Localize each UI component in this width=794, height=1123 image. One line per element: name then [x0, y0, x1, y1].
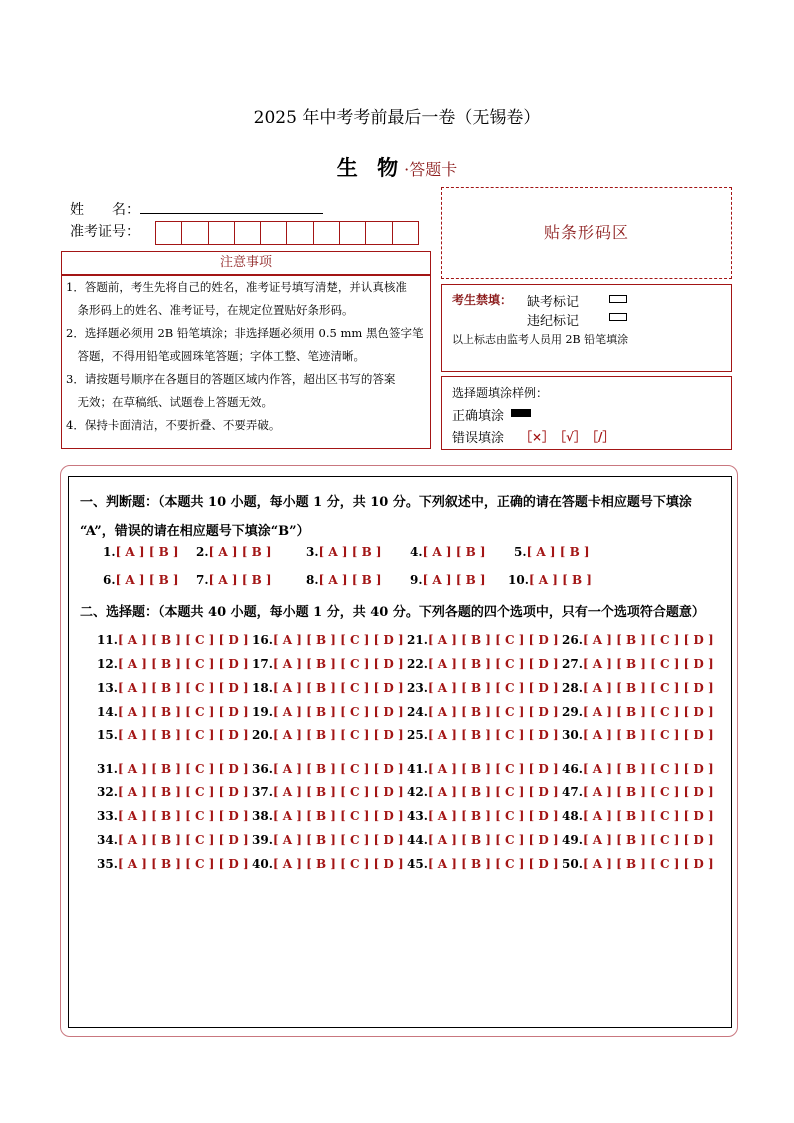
question-number: 30. — [562, 728, 583, 742]
question-item[interactable] — [97, 762, 249, 776]
question-number: 22. — [407, 657, 428, 671]
answer-options[interactable]: [ A ] [ B ] [ C ] [ D ] — [427, 705, 559, 719]
answer-options[interactable]: [ A ] [ B ] [ C ] [ D ] — [427, 728, 559, 742]
answer-options[interactable]: [ A ] [ B ] [ C ] [ D ] — [117, 785, 249, 799]
answer-options[interactable]: [ A ] [ B ] [ C ] [ D ] — [117, 833, 249, 847]
id-digit-box[interactable] — [287, 222, 313, 244]
name-field[interactable] — [140, 213, 323, 214]
answer-options[interactable]: [ A ] [ B ] [ C ] [ D ] — [117, 705, 249, 719]
answer-options[interactable]: [ A ] [ B ] [ C ] [ D ] — [582, 633, 714, 647]
notice-line: 答题，不得用铅笔或圆珠笔答题；字体工整、笔迹清晰。 — [66, 349, 365, 363]
answer-options[interactable]: [ A ] [ B ] [ C ] [ D ] — [272, 657, 404, 671]
question-item[interactable] — [562, 809, 714, 823]
question-number: 37. — [252, 785, 273, 799]
question-number: 1. — [103, 545, 116, 559]
notice-list — [66, 276, 423, 437]
wrong-fill-samples: ［×］ ［√］ ［/］ — [520, 430, 615, 444]
answer-options[interactable]: [ A ] [ B ] [ C ] [ D ] — [582, 833, 714, 847]
question-item[interactable] — [410, 573, 486, 587]
id-digit-box[interactable] — [209, 222, 235, 244]
question-item[interactable] — [252, 657, 404, 671]
question-item[interactable] — [252, 809, 404, 823]
id-digit-box[interactable] — [182, 222, 208, 244]
answer-options[interactable]: [ A ] [ B ] — [115, 545, 179, 559]
id-label: 准考证号： — [70, 224, 140, 240]
question-number: 45. — [407, 857, 428, 871]
question-number: 2. — [196, 545, 209, 559]
question-item[interactable] — [103, 545, 179, 559]
question-item[interactable] — [306, 573, 382, 587]
answer-options[interactable]: [ A ] [ B ] [ C ] [ D ] — [427, 681, 559, 695]
question-number: 36. — [252, 762, 273, 776]
question-number: 19. — [252, 705, 273, 719]
violation-mark-box[interactable] — [609, 313, 627, 321]
question-item[interactable] — [97, 705, 249, 719]
answer-options[interactable]: [ A ] [ B ] [ C ] [ D ] — [427, 762, 559, 776]
fill-example-title: 选择题填涂样例： — [452, 386, 549, 400]
answer-options[interactable]: [ A ] [ B ] [ C ] [ D ] — [427, 857, 559, 871]
answer-options[interactable]: [ A ] [ B ] — [318, 545, 382, 559]
question-number: 26. — [562, 633, 583, 647]
question-number: 11. — [97, 633, 118, 647]
answer-options[interactable]: [ A ] [ B ] [ C ] [ D ] — [582, 681, 714, 695]
answer-options[interactable]: [ A ] [ B ] — [115, 573, 179, 587]
question-item[interactable] — [562, 762, 714, 776]
question-item[interactable] — [407, 633, 559, 647]
question-number: 27. — [562, 657, 583, 671]
id-digit-box[interactable] — [261, 222, 287, 244]
question-number: 8. — [306, 573, 319, 587]
barcode-label: 贴条形码区 — [543, 223, 629, 242]
question-number: 23. — [407, 681, 428, 695]
answer-options[interactable]: [ A ] [ B ] — [318, 573, 382, 587]
id-digit-box[interactable] — [366, 222, 392, 244]
question-item[interactable] — [306, 545, 382, 559]
notice-line: 条形码上的姓名、准考证号，在规定位置贴好条形码。 — [66, 303, 354, 317]
question-number: 32. — [97, 785, 118, 799]
subject-title — [0, 152, 794, 182]
answer-options[interactable]: [ A ] [ B ] [ C ] [ D ] — [427, 785, 559, 799]
question-number: 6. — [103, 573, 116, 587]
answer-options[interactable]: [ A ] [ B ] — [208, 573, 272, 587]
question-number: 16. — [252, 633, 273, 647]
question-number: 15. — [97, 728, 118, 742]
answer-options[interactable]: [ A ] [ B ] [ C ] [ D ] — [117, 728, 249, 742]
question-number: 33. — [97, 809, 118, 823]
answer-options[interactable]: [ A ] [ B ] — [526, 545, 590, 559]
notice-heading: 注意事项 — [61, 251, 431, 275]
question-number: 47. — [562, 785, 583, 799]
question-number: 43. — [407, 809, 428, 823]
question-item[interactable] — [407, 762, 559, 776]
question-number: 25. — [407, 728, 428, 742]
question-number: 10. — [508, 573, 529, 587]
card-label: ·答题卡 — [404, 160, 458, 179]
answer-options[interactable]: [ A ] [ B ] [ C ] [ D ] — [582, 785, 714, 799]
id-digit-box[interactable] — [314, 222, 340, 244]
question-number: 17. — [252, 657, 273, 671]
violation-label: 违纪标记 — [527, 314, 580, 329]
answer-options[interactable]: [ A ] [ B ] [ C ] [ D ] — [582, 728, 714, 742]
question-number: 41. — [407, 762, 428, 776]
question-number: 50. — [562, 857, 583, 871]
question-item[interactable] — [252, 857, 404, 871]
question-item[interactable] — [562, 681, 714, 695]
question-item[interactable] — [407, 705, 559, 719]
question-item[interactable] — [514, 545, 590, 559]
question-item[interactable] — [252, 633, 404, 647]
id-digit-box[interactable] — [393, 222, 418, 244]
question-item[interactable] — [97, 657, 249, 671]
question-item[interactable] — [562, 728, 714, 742]
answer-options[interactable]: [ A ] [ B ] [ C ] [ D ] — [582, 705, 714, 719]
answer-options[interactable]: [ A ] [ B ] — [208, 545, 272, 559]
question-number: 21. — [407, 633, 428, 647]
question-number: 5. — [514, 545, 527, 559]
question-item[interactable] — [562, 657, 714, 671]
question-number: 34. — [97, 833, 118, 847]
examiner-label: 考生禁填： — [452, 293, 513, 307]
question-number: 14. — [97, 705, 118, 719]
question-item[interactable] — [252, 728, 404, 742]
answer-options[interactable]: [ A ] [ B ] [ C ] [ D ] — [272, 833, 404, 847]
question-number: 29. — [562, 705, 583, 719]
subject-name: 生 物 — [336, 155, 405, 180]
name-label: 姓 名： — [70, 202, 140, 218]
question-item[interactable] — [407, 785, 559, 799]
absent-mark-box[interactable] — [609, 295, 627, 303]
examiner-note: 以上标志由监考人员用 2B 铅笔填涂 — [452, 333, 629, 346]
question-item[interactable] — [562, 833, 714, 847]
answer-options[interactable]: [ A ] [ B ] [ C ] [ D ] — [272, 809, 404, 823]
question-number: 46. — [562, 762, 583, 776]
question-item[interactable] — [97, 857, 249, 871]
answer-options[interactable]: [ A ] [ B ] — [422, 545, 486, 559]
question-number: 44. — [407, 833, 428, 847]
question-number: 3. — [306, 545, 319, 559]
question-number: 9. — [410, 573, 423, 587]
answer-options[interactable]: [ A ] [ B ] [ C ] [ D ] — [272, 785, 404, 799]
question-item[interactable] — [562, 857, 714, 871]
question-number: 38. — [252, 809, 273, 823]
answer-options[interactable]: [ A ] [ B ] [ C ] [ D ] — [117, 809, 249, 823]
answer-options[interactable]: [ A ] [ B ] [ C ] [ D ] — [582, 809, 714, 823]
page-title: 2025 年中考考前最后一卷（无锡卷） — [253, 108, 541, 128]
question-item[interactable] — [252, 833, 404, 847]
answer-options[interactable]: [ A ] [ B ] [ C ] [ D ] — [582, 657, 714, 671]
question-number: 24. — [407, 705, 428, 719]
id-digit-box[interactable] — [340, 222, 366, 244]
question-number: 7. — [196, 573, 209, 587]
answer-options[interactable]: [ A ] [ B ] [ C ] [ D ] — [427, 633, 559, 647]
question-item[interactable] — [196, 545, 272, 559]
answer-options[interactable]: [ A ] [ B ] [ C ] [ D ] — [272, 728, 404, 742]
question-number: 28. — [562, 681, 583, 695]
question-item[interactable] — [407, 728, 559, 742]
answer-options[interactable]: [ A ] [ B ] [ C ] [ D ] — [272, 857, 404, 871]
question-item[interactable] — [196, 573, 272, 587]
answer-options[interactable]: [ A ] [ B ] [ C ] [ D ] — [582, 857, 714, 871]
section2-title: 二、选择题：（本题共 40 小题，每小题 1 分，共 40 分。下列各题的四个选项中，只有一个选项符合题意） — [80, 605, 705, 620]
exam-id-boxes[interactable] — [155, 221, 419, 245]
question-item[interactable] — [508, 573, 592, 587]
question-item[interactable] — [407, 657, 559, 671]
question-item[interactable] — [252, 785, 404, 799]
section1-title-line2: “A”，错误的请在相应题号下填涂“B”） — [80, 524, 310, 539]
question-number: 40. — [252, 857, 273, 871]
notice-line: 4．保持卡面清洁，不要折叠、不要弄破。 — [66, 418, 281, 432]
question-item[interactable] — [410, 545, 486, 559]
notice-line: 无效；在草稿纸、试题卷上答题无效。 — [66, 395, 273, 409]
question-item[interactable] — [407, 681, 559, 695]
answer-options[interactable]: [ A ] [ B ] [ C ] [ D ] — [117, 857, 249, 871]
answer-options[interactable]: [ A ] [ B ] [ C ] [ D ] — [117, 633, 249, 647]
answer-options[interactable]: [ A ] [ B ] [ C ] [ D ] — [272, 705, 404, 719]
question-item[interactable] — [252, 762, 404, 776]
question-item[interactable] — [407, 833, 559, 847]
correct-fill-sample — [511, 409, 531, 417]
question-item[interactable] — [103, 573, 179, 587]
question-number: 12. — [97, 657, 118, 671]
question-item[interactable] — [97, 681, 249, 695]
correct-fill-label: 正确填涂 — [452, 409, 505, 424]
answer-options[interactable]: [ A ] [ B ] [ C ] [ D ] — [427, 833, 559, 847]
question-item[interactable] — [97, 809, 249, 823]
question-item[interactable] — [252, 705, 404, 719]
question-number: 31. — [97, 762, 118, 776]
answer-options[interactable]: [ A ] [ B ] [ C ] [ D ] — [117, 681, 249, 695]
question-item[interactable] — [97, 633, 249, 647]
question-item[interactable] — [97, 785, 249, 799]
id-digit-box[interactable] — [235, 222, 261, 244]
question-item[interactable] — [252, 681, 404, 695]
question-number: 20. — [252, 728, 273, 742]
question-item[interactable] — [97, 833, 249, 847]
answer-options[interactable]: [ A ] [ B ] [ C ] [ D ] — [427, 809, 559, 823]
question-number: 35. — [97, 857, 118, 871]
question-number: 42. — [407, 785, 428, 799]
answer-options[interactable]: [ A ] [ B ] [ C ] [ D ] — [272, 633, 404, 647]
answer-options[interactable]: [ A ] [ B ] [ C ] [ D ] — [427, 657, 559, 671]
question-number: 18. — [252, 681, 273, 695]
answer-options[interactable]: [ A ] [ B ] [ C ] [ D ] — [117, 762, 249, 776]
question-number: 39. — [252, 833, 273, 847]
absent-label: 缺考标记 — [527, 295, 580, 310]
notice-line: 1．答题前，考生先将自己的姓名，准考证号填写清楚，并认真核准 — [66, 280, 407, 294]
question-number: 49. — [562, 833, 583, 847]
notice-line: 3．请按题号顺序在各题目的答题区域内作答，超出区书写的答案 — [66, 372, 396, 386]
answer-options[interactable]: [ A ] [ B ] [ C ] [ D ] — [272, 762, 404, 776]
question-item[interactable] — [562, 633, 714, 647]
wrong-fill-label: 错误填涂 — [452, 431, 505, 446]
answer-options[interactable]: [ A ] [ B ] [ C ] [ D ] — [272, 681, 404, 695]
question-item[interactable] — [97, 728, 249, 742]
question-item[interactable] — [562, 785, 714, 799]
question-item[interactable] — [407, 857, 559, 871]
question-item[interactable] — [407, 809, 559, 823]
question-number: 4. — [410, 545, 423, 559]
question-number: 13. — [97, 681, 118, 695]
section1-title-line1: 一、判断题：（本题共 10 小题，每小题 1 分，共 10 分。下列叙述中，正确的请在答题卡相应题号下填涂 — [80, 495, 692, 510]
question-item[interactable] — [562, 705, 714, 719]
notice-line: 2．选择题必须用 2B 铅笔填涂；非选择题必须用 0.5 mm 黑色签字笔 — [66, 326, 424, 340]
answer-options[interactable]: [ A ] [ B ] [ C ] [ D ] — [582, 762, 714, 776]
question-number: 48. — [562, 809, 583, 823]
answer-options[interactable]: [ A ] [ B ] [ C ] [ D ] — [117, 657, 249, 671]
answer-options[interactable]: [ A ] [ B ] — [422, 573, 486, 587]
id-digit-box[interactable] — [156, 222, 182, 244]
answer-options[interactable]: [ A ] [ B ] — [528, 573, 592, 587]
